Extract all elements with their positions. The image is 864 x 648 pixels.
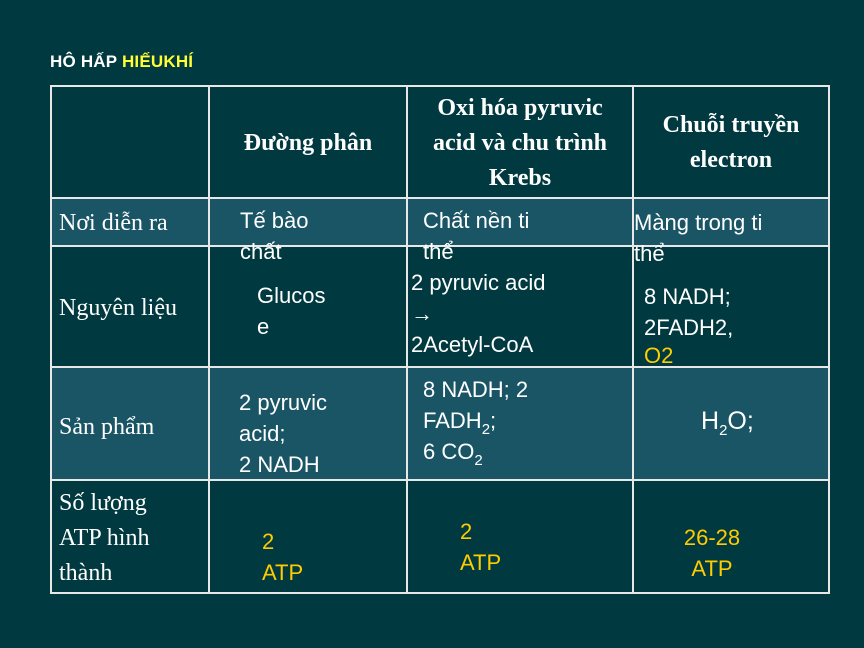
materials-glycolysis <box>257 280 325 342</box>
grid-hline <box>50 197 830 199</box>
row-label-text: thành <box>59 560 113 586</box>
row-label-products <box>59 410 154 445</box>
header-krebs <box>408 91 632 196</box>
row-label-text: Số lượng <box>59 490 147 516</box>
cell-line: thể <box>634 241 665 266</box>
cell-line: 2 <box>460 519 473 544</box>
header-krebs-line: Oxi hóa pyruvic <box>437 95 603 121</box>
cell-line: 8 NADH; <box>644 284 731 309</box>
cell-line: 2Acetyl-CoA <box>411 332 534 357</box>
cell-line <box>423 436 528 467</box>
cell-line: acid; <box>239 421 286 446</box>
grid-hline <box>50 479 830 481</box>
cell-line: 26-28 <box>683 525 741 550</box>
cell-line: thể <box>423 239 454 264</box>
cell-line: 8 NADH; 2 <box>423 377 529 402</box>
cell-line: Chất nền ti <box>423 208 530 233</box>
cell-line: Tế bào <box>240 208 309 233</box>
formula-text: FADH <box>423 408 482 433</box>
formula-text: 6 CO <box>423 439 475 464</box>
header-glycolysis-text: Đường phân <box>243 130 373 156</box>
materials-krebs <box>411 267 546 360</box>
grid-vline <box>208 85 210 594</box>
atp-glycolysis <box>262 526 303 588</box>
cell-line: ATP <box>262 560 304 585</box>
grid-hline <box>50 592 830 594</box>
subscript: 2 <box>719 422 728 439</box>
formula-text: ; <box>490 408 497 433</box>
cell-line: Màng trong ti <box>634 210 763 235</box>
location-glycolysis <box>240 205 309 267</box>
products-krebs <box>423 374 528 467</box>
products-glycolysis <box>239 387 327 480</box>
cell-line: Glucos <box>257 283 326 308</box>
atp-krebs <box>460 516 501 578</box>
formula-text: O; <box>727 407 754 435</box>
row-label-text: Nơi diễn ra <box>59 210 168 236</box>
cell-line: ATP <box>691 556 733 581</box>
cell-line: e <box>257 314 270 339</box>
subscript: 2 <box>481 421 491 438</box>
cell-line: chất <box>240 239 282 264</box>
cell-line: 2 <box>262 529 275 554</box>
row-label-text: ATP hình <box>59 525 150 551</box>
row-label-materials <box>59 291 177 326</box>
cell-line-highlight: O2 <box>644 343 674 368</box>
header-krebs-line: acid và chu trình <box>432 130 608 156</box>
cell-line: 2 pyruvic <box>239 390 328 415</box>
grid-vline <box>828 85 830 594</box>
subscript: 2 <box>474 452 483 469</box>
cell-line <box>423 405 528 436</box>
title-prefix: HÔ HẤP <box>50 52 122 71</box>
atp-etc <box>679 522 745 584</box>
cell-line: 2 pyruvic acid <box>411 270 546 295</box>
location-krebs <box>423 205 529 267</box>
title-highlight: HIẾUKHÍ <box>121 52 194 71</box>
grid-hline <box>50 85 830 87</box>
formula-text: H <box>701 407 720 435</box>
products-etc <box>701 406 754 437</box>
header-etc <box>634 108 828 178</box>
row-label-text: Sản phẩm <box>59 414 155 440</box>
cell-line: 2FADH2, <box>644 315 734 340</box>
materials-etc <box>644 281 733 369</box>
grid-vline <box>50 85 52 594</box>
row-label-atp <box>59 486 149 591</box>
header-krebs-line: Krebs <box>488 165 552 191</box>
row-label-text: Nguyên liệu <box>59 295 177 321</box>
cell-line: 2 NADH <box>239 452 320 477</box>
location-etc <box>634 207 762 269</box>
header-glycolysis <box>210 126 406 161</box>
header-etc-line: Chuỗi truyền <box>662 112 800 138</box>
row-label-location <box>59 206 168 241</box>
header-etc-line: electron <box>689 147 773 173</box>
arrow-icon: → <box>411 301 433 326</box>
cell-line: ATP <box>460 550 502 575</box>
